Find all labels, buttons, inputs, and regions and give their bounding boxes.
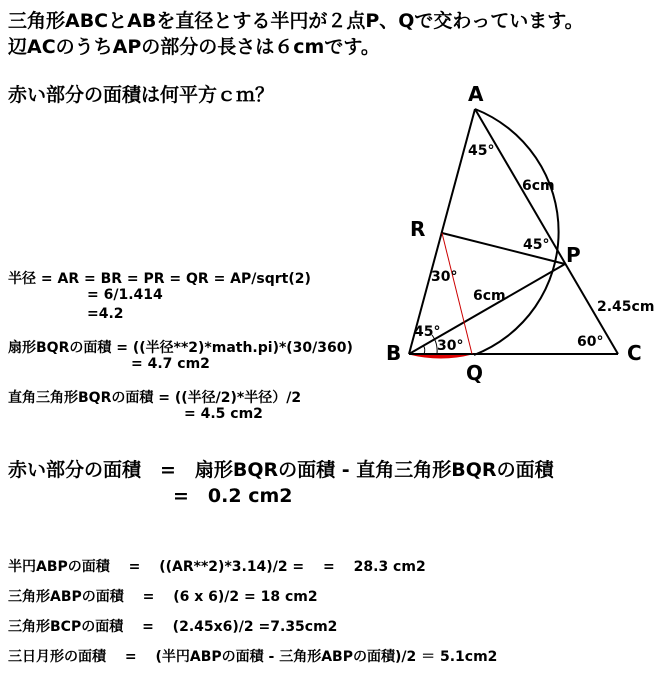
label-p: P (566, 243, 581, 267)
angle-a: 45° (468, 143, 495, 159)
segment-rq (442, 233, 472, 354)
angle-p: 45° (523, 237, 550, 253)
label-q: Q (466, 361, 484, 385)
angle-r: 30° (431, 269, 458, 285)
angle-b-30: 30° (437, 338, 464, 354)
answer-value: = 0.2 cm2 (173, 485, 293, 507)
angle-c: 60° (577, 334, 604, 350)
label-a: A (468, 82, 484, 106)
triangle-bcp-area: 三角形BCPの面積 = (2.45x6)/2 =7.35cm2 (8, 619, 338, 635)
semicircle-area: 半円ABPの面積 = ((AR**2)*3.14)/2 = = 28.3 cm2 (8, 559, 426, 575)
triangle-value: = 4.5 cm2 (184, 406, 263, 422)
triangle-formula: 直角三角形BQRの面積 = ((半径/2)*半径）/2 (8, 390, 302, 406)
angle-b-45: 45° (414, 324, 441, 340)
label-c: C (627, 341, 642, 365)
side-ac (475, 109, 618, 354)
radius-value-1: = 6/1.414 (87, 287, 163, 303)
question-text: 赤い部分の面積は何平方ｃｍ？ (8, 84, 275, 106)
answer-formula: 赤い部分の面積 = 扇形BQRの面積 - 直角三角形BQRの面積 (8, 459, 554, 481)
sector-value: = 4.7 cm2 (131, 356, 210, 372)
problem-line-1: 三角形ABCとABを直径とする半円が２点P、Qで交わっています。 (8, 10, 584, 32)
label-b: B (386, 341, 402, 365)
radius-value-2: =4.2 (87, 306, 124, 322)
sector-formula: 扇形BQRの面積 = ((半径**2)*math.pi)*(30/360) (8, 340, 353, 356)
length-pc: 2.45cm (597, 299, 655, 315)
length-rq: 6cm (473, 288, 506, 304)
crescent-area: 三日月形の面積 = (半円ABPの面積 - 三角形ABPの面積)/2 ＝ 5.1cm2 (8, 649, 498, 665)
length-ap: 6cm (522, 178, 555, 194)
label-r: R (410, 217, 426, 241)
triangle-abp-area: 三角形ABPの面積 = (6 x 6)/2 = 18 cm2 (8, 589, 318, 605)
problem-line-2: 辺ACのうちAPの部分の長さは６cmです。 (8, 36, 380, 58)
radius-formula: 半径 = AR = BR = PR = QR = AP/sqrt(2) (8, 271, 311, 287)
